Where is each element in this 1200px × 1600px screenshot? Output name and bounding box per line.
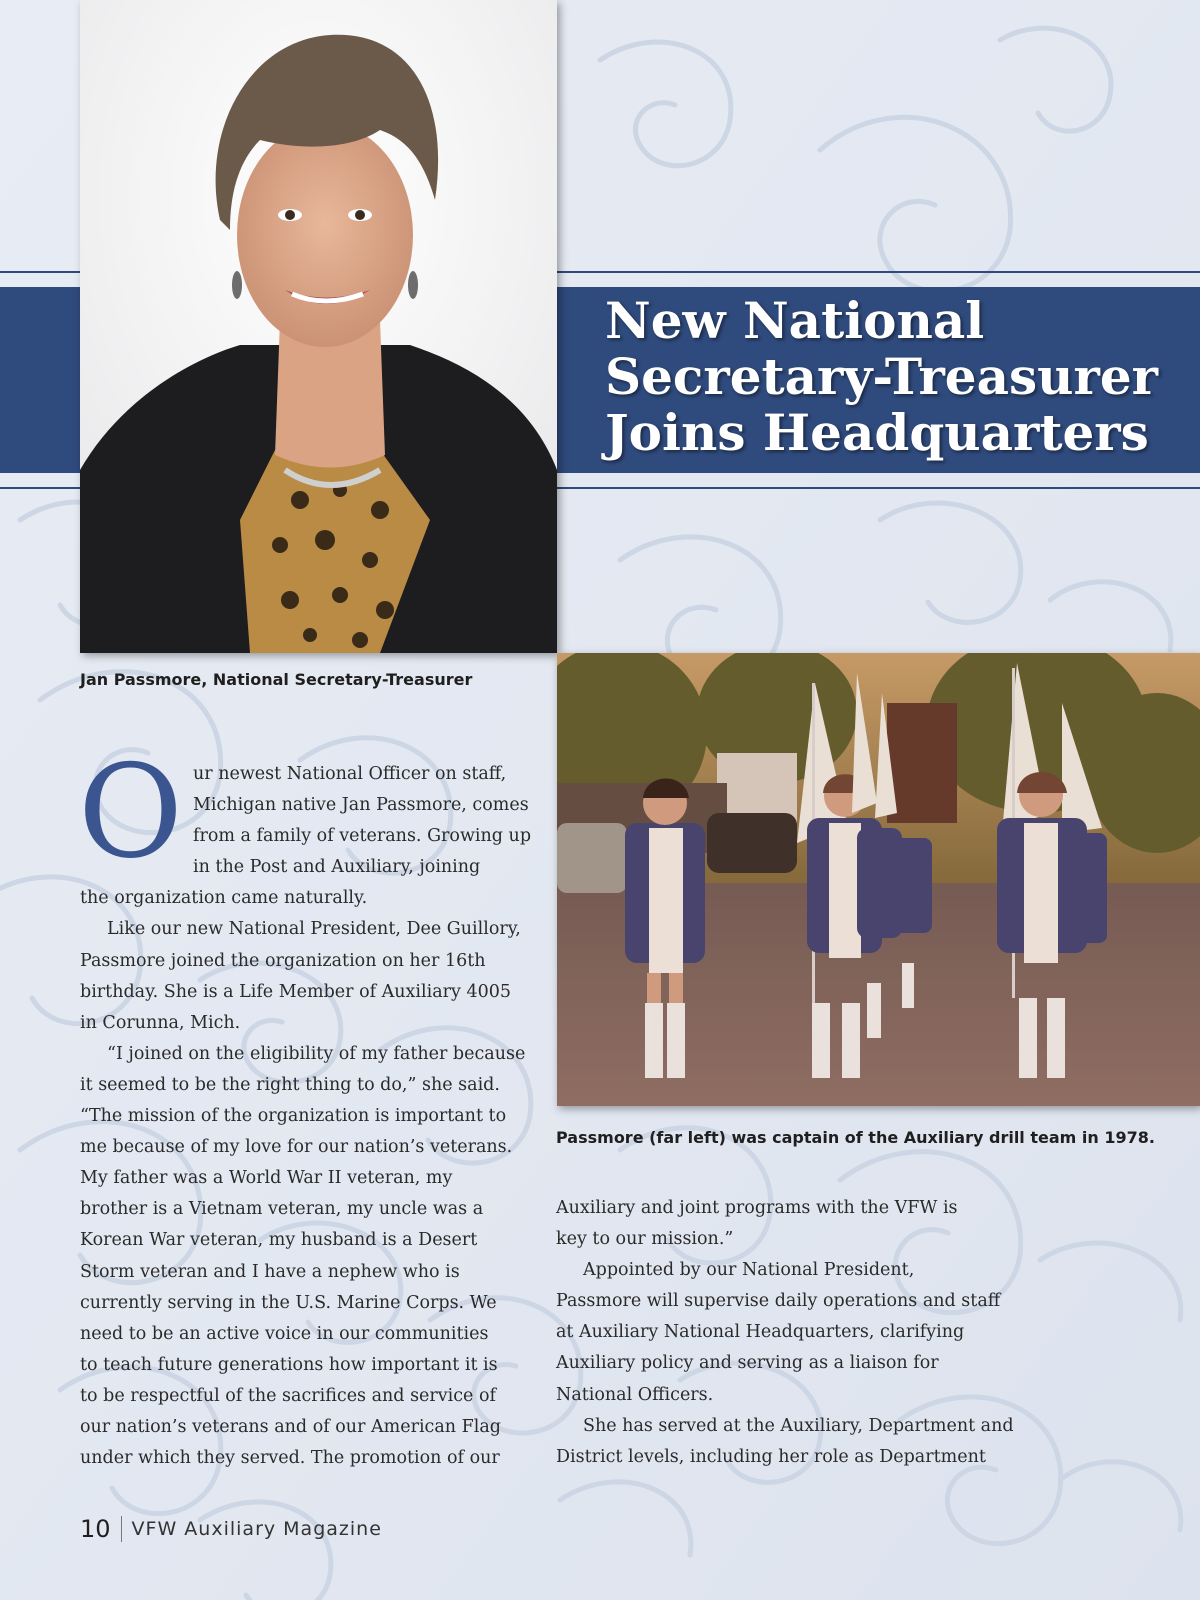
body-line: She has served at the Auxiliary, Department and <box>583 1415 1014 1436</box>
drill-team-photo <box>557 653 1200 1106</box>
article-title-line-3: Joins Headquarters <box>605 403 1149 462</box>
body-line: in the Post and Auxiliary, joining <box>193 857 481 878</box>
body-line: currently serving in the U.S. Marine Corps. We <box>80 1292 497 1313</box>
body-line: the organization came naturally. <box>80 888 368 909</box>
body-line: National Officers. <box>556 1384 714 1405</box>
body-line: Michigan native Jan Passmore, comes <box>193 795 529 816</box>
portrait-caption: Jan Passmore, National Secretary-Treasurer <box>80 670 473 689</box>
body-line: key to our mission.” <box>556 1229 734 1250</box>
page-number: 10 <box>80 1515 111 1543</box>
body-line: it seemed to be the right thing to do,” she said. <box>80 1074 500 1095</box>
body-line: me because of my love for our nation’s veterans. <box>80 1137 513 1158</box>
body-line: “I joined on the eligibility of my father because <box>107 1043 526 1064</box>
portrait-photo <box>80 0 557 653</box>
body-line: Auxiliary policy and serving as a liaison for <box>556 1353 939 1374</box>
article-title-line-1: New National <box>605 291 985 350</box>
body-line: “The mission of the organization is important to <box>80 1106 507 1127</box>
body-line: My father was a World War II veteran, my <box>80 1168 453 1189</box>
body-line: from a family of veterans. Growing up <box>193 826 532 847</box>
body-line: to teach future generations how important it is <box>80 1354 498 1375</box>
body-line: our nation’s veterans and of our American Flag <box>80 1416 501 1437</box>
body-line: Appointed by our National President, <box>583 1260 915 1281</box>
body-line: Auxiliary and joint programs with the VFW is <box>556 1198 958 1218</box>
page-footer <box>80 1515 382 1543</box>
article-column-2 <box>556 1193 1036 1473</box>
body-line: Passmore joined the organization on her 16th <box>80 950 486 971</box>
body-line: under which they served. The promotion of our <box>80 1448 500 1469</box>
body-line: Passmore will supervise daily operations and staff <box>556 1291 1001 1312</box>
body-line: ur newest National Officer on staff, <box>193 764 507 784</box>
body-line: Storm veteran and I have a nephew who is <box>80 1261 460 1282</box>
drill-team-caption: Passmore (far left) was captain of the Auxiliary drill team in 1978. <box>556 1128 1155 1147</box>
body-line: need to be an active voice in our communities <box>80 1323 489 1344</box>
body-line: District levels, including her role as Department <box>556 1446 986 1467</box>
drop-cap: O <box>78 738 183 887</box>
body-line: at Auxiliary National Headquarters, clarifying <box>556 1322 965 1343</box>
body-line: birthday. She is a Life Member of Auxiliary 4005 <box>80 981 512 1002</box>
article-title-line-2: Secretary-Treasurer <box>605 347 1159 406</box>
body-line: to be respectful of the sacrifices and service of <box>80 1385 496 1406</box>
article-column-1 <box>80 759 530 1474</box>
article-title <box>605 293 1185 461</box>
body-line: Korean War veteran, my husband is a Desert <box>80 1230 478 1251</box>
body-line: in Corunna, Mich. <box>80 1012 241 1033</box>
body-line: brother is a Vietnam veteran, my uncle was a <box>80 1199 484 1220</box>
body-line: Like our new National President, Dee Guillory, <box>107 919 521 940</box>
publication-name: VFW Auxiliary Magazine <box>131 1518 382 1540</box>
footer-divider <box>121 1516 122 1542</box>
